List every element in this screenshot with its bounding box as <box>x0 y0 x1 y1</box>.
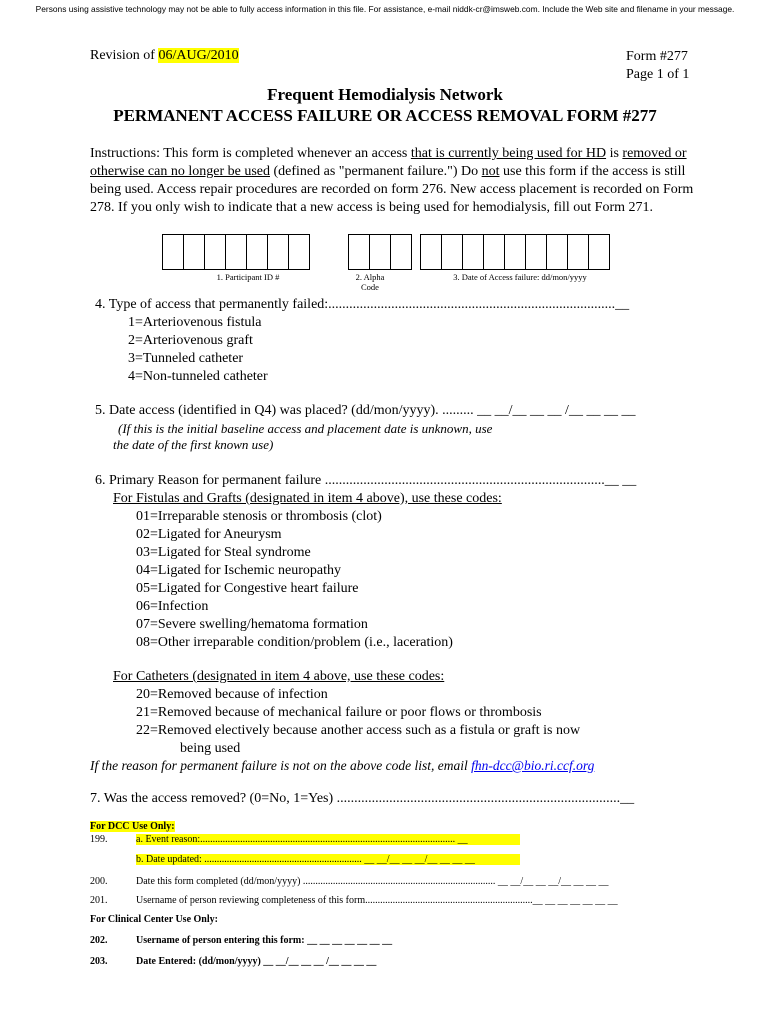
q6-code-cont: being used <box>180 741 241 756</box>
row-202-number: 202. <box>90 935 108 946</box>
q6-other-note <box>90 757 594 775</box>
participant-id-digit-6[interactable] <box>267 234 289 270</box>
alpha-code-label-line2: Code <box>361 282 379 292</box>
q6-fistula-heading <box>113 490 502 508</box>
q6-code: 03=Ligated for Steal syndrome <box>136 545 311 560</box>
q6-catheter-heading-text: For Catheters (designated in item 4 above, use these codes: <box>113 669 445 684</box>
date-box-5[interactable] <box>504 234 526 270</box>
instructions-underline-2: removed or otherwise can no longer be used <box>90 146 687 179</box>
participant-id-digit-3[interactable] <box>204 234 226 270</box>
q5-note: (If this is the initial baseline access and placement date is unknown, use <box>118 421 493 436</box>
q6-code: 04=Ligated for Ischemic neuropathy <box>136 563 341 578</box>
accessibility-banner: Persons using assistive technology may not be able to fully access information in this file. For assistance, e-mail niddk-cr@imsweb.com. Include the Web site and filename in your message. <box>35 4 735 14</box>
row-203-number: 203. <box>90 956 108 967</box>
date-box-2[interactable] <box>441 234 463 270</box>
date-updated-field[interactable]: b. Date updated: ............................................................... __ __/__ __ __/__ __ __ __ <box>136 854 520 865</box>
q6-code: 06=Infection <box>136 599 209 614</box>
date-box-7[interactable] <box>546 234 568 270</box>
alpha-code-char-3[interactable] <box>390 234 412 270</box>
q5-note-cont: the date of the first known use) <box>113 437 274 452</box>
event-reason-field[interactable]: a. Event reason:...................................................................................................... __ <box>136 834 520 845</box>
alpha-code-char-1[interactable] <box>348 234 370 270</box>
q4-question: 4. Type of access that permanently failed:..................................................................................__ <box>95 297 630 312</box>
form-number: Form #277 <box>626 49 688 64</box>
participant-id-boxes[interactable] <box>162 234 309 270</box>
instructions-underline-1: that is currently being used for HD <box>410 146 607 161</box>
q6-code: 22=Removed electively because another access such as a fistula or graft is now <box>136 723 581 738</box>
q7-question: 7. Was the access removed? (0=No, 1=Yes) .................................................................................__ <box>90 791 635 806</box>
date-box-3[interactable] <box>462 234 484 270</box>
row-199-number: 199. <box>90 834 108 845</box>
q6-question: 6. Primary Reason for permanent failure ................................................................................__ __ <box>95 473 637 488</box>
q4-option: 1=Arteriovenous fistula <box>128 315 262 330</box>
participant-id-digit-7[interactable] <box>288 234 310 270</box>
date-form-completed-field[interactable]: Date this form completed (dd/mon/yyyy) ............................................................................. __ __/__ __ __/__ __ __ __ <box>136 876 609 887</box>
revision-prefix: Revision of <box>90 48 159 63</box>
q5-question: 5. Date access (identified in Q4) was placed? (dd/mon/yyyy). ......... __ __/__ __ __ /__ __ __ __ <box>95 403 636 418</box>
q6-fistula-heading-text: For Fistulas and Grafts (designated in item 4 above), use these codes: <box>113 491 502 506</box>
alpha-code-boxes[interactable] <box>348 234 411 270</box>
participant-id-digit-4[interactable] <box>225 234 247 270</box>
q4-option: 4=Non-tunneled catheter <box>128 369 268 384</box>
q6-code: 02=Ligated for Aneurysm <box>136 527 282 542</box>
revision-date: 06/AUG/2010 <box>158 48 239 63</box>
instructions <box>90 145 710 217</box>
alpha-code-label <box>340 272 400 292</box>
q6-catheter-heading <box>113 668 444 686</box>
failure-date-boxes[interactable] <box>420 234 609 270</box>
row-201-number: 201. <box>90 895 108 906</box>
participant-id-label: 1. Participant ID # <box>216 272 280 282</box>
q6-code: 08=Other irreparable condition/problem (i.e., laceration) <box>136 635 453 650</box>
participant-id-digit-2[interactable] <box>183 234 205 270</box>
date-box-1[interactable] <box>420 234 442 270</box>
page-number: Page 1 of 1 <box>626 67 690 82</box>
form-title: PERMANENT ACCESS FAILURE OR ACCESS REMOVAL FORM #277 <box>113 106 657 125</box>
instructions-text-e: (defined as "permanent failure.") Do <box>270 164 482 179</box>
date-entered-field[interactable]: Date Entered: (dd/mon/yyyy) __ __/__ __ __ /__ __ __ __ <box>136 956 377 967</box>
participant-id-digit-1[interactable] <box>162 234 184 270</box>
q6-code: 20=Removed because of infection <box>136 687 328 702</box>
q6-code: 01=Irreparable stenosis or thrombosis (clot) <box>136 509 382 524</box>
revision-line <box>90 48 239 64</box>
q6-code: 21=Removed because of mechanical failure or poor flows or thrombosis <box>136 705 542 720</box>
row-200-number: 200. <box>90 876 108 887</box>
participant-id-digit-5[interactable] <box>246 234 268 270</box>
q6-code: 07=Severe swelling/hematoma formation <box>136 617 368 632</box>
alpha-code-char-2[interactable] <box>369 234 391 270</box>
date-box-8[interactable] <box>567 234 589 270</box>
network-title: Frequent Hemodialysis Network <box>267 85 503 104</box>
form-number-block <box>626 48 689 84</box>
reviewer-username-field[interactable]: Username of person reviewing completeness of this form...................................................................__ __ __ __ __ __ __ <box>136 895 618 906</box>
failure-date-label: 3. Date of Access failure: dd/mon/yyyy <box>453 272 587 282</box>
instructions-text-g: use this form if the access is still being used. Access repair procedures are recorded on form 276. New access placement is recorded on Form 278. If you only wish to indicate that a new access is being used for hemodialysis, fill out Form 271. <box>90 164 694 215</box>
instructions-underline-3: not <box>481 164 500 179</box>
q4-option: 2=Arteriovenous graft <box>128 333 253 348</box>
q6-code: 05=Ligated for Congestive heart failure <box>136 581 359 596</box>
dcc-heading: For DCC Use Only: <box>90 821 175 832</box>
date-box-4[interactable] <box>483 234 505 270</box>
q4-option: 3=Tunneled catheter <box>128 351 244 366</box>
alpha-code-label-line1: 2. Alpha <box>355 272 385 282</box>
email-link[interactable]: fhn-dcc@bio.ri.ccf.org <box>471 758 595 773</box>
q6-other-text: If the reason for permanent failure is not on the above code list, email <box>90 758 472 773</box>
instructions-text-c: is <box>606 146 623 161</box>
instructions-text-a: Instructions: This form is completed whenever an access <box>90 146 411 161</box>
date-box-9[interactable] <box>588 234 610 270</box>
clinical-heading: For Clinical Center Use Only: <box>90 914 218 925</box>
entry-username-field[interactable]: Username of person entering this form: __ __ __ __ __ __ __ <box>136 935 393 946</box>
date-box-6[interactable] <box>525 234 547 270</box>
